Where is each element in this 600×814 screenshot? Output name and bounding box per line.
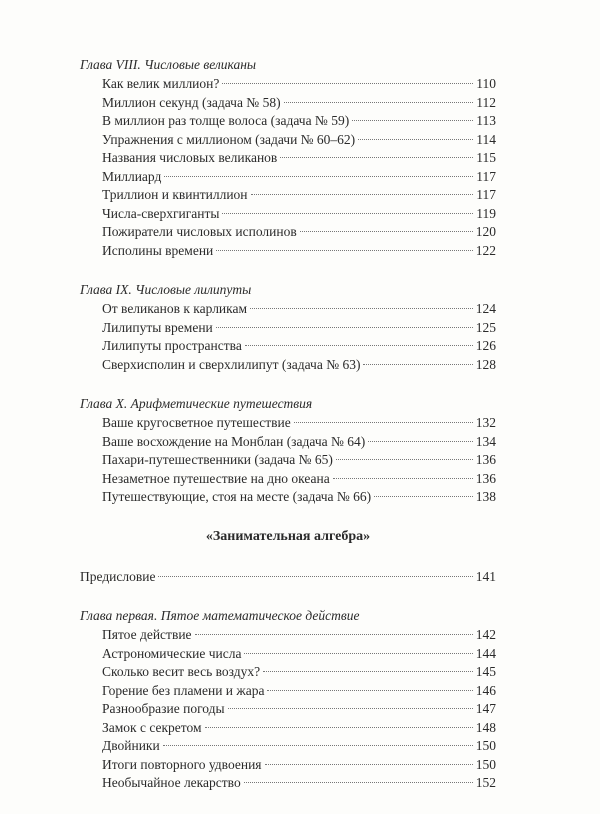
entry-title: Ваше восхождение на Монблан (задача № 64) [102, 433, 366, 449]
dot-leader [244, 782, 473, 783]
entry-title: Как велик миллион? [102, 76, 220, 91]
toc-entry [80, 356, 496, 375]
toc-entry [80, 774, 496, 793]
entry-title: Предисловие [80, 568, 156, 584]
entry-page: 144 [475, 645, 496, 661]
entry-page: 148 [475, 719, 496, 735]
dot-leader [158, 576, 472, 577]
toc-entry [80, 149, 496, 168]
entry-page: 112 [476, 94, 496, 110]
entry-title: Незаметное путешествие на дно океана [102, 470, 330, 486]
toc-entry [80, 242, 496, 261]
toc-entry [80, 319, 496, 338]
entry-page: 142 [475, 627, 496, 642]
dot-leader [245, 345, 473, 346]
entry-page: 141 [475, 568, 496, 584]
entry-title: Астрономические числа [102, 645, 242, 661]
entry-title: От великанов к карликам [102, 301, 248, 316]
entry-title: Пожиратели числовых исполинов [102, 224, 297, 239]
dot-leader [300, 231, 473, 232]
toc-entry [80, 131, 496, 150]
chapter-title: Глава VIII. Числовые великаны [80, 57, 257, 72]
toc-entry [80, 433, 496, 452]
dot-leader [244, 653, 472, 654]
chapter-title: Глава IX. Числовые лилипуты [80, 282, 252, 297]
dot-leader [263, 671, 473, 672]
dot-leader [333, 478, 473, 479]
entry-title: Двойники [102, 738, 160, 753]
entry-title: Ваше кругосветное путешествие [102, 415, 291, 430]
entry-page: 136 [475, 470, 496, 486]
dot-leader [368, 441, 473, 442]
chapter-title: Глава X. Арифметические путешествия [80, 396, 313, 411]
entry-title: Пятое действие [102, 627, 192, 642]
dot-leader [216, 250, 472, 251]
entry-title: Исполины времени [102, 242, 214, 258]
entry-page: 117 [476, 168, 496, 184]
entry-title: Необычайное лекарство [102, 775, 241, 790]
entry-title: Пахари-путешественники (задача № 65) [102, 452, 333, 467]
entry-title: Упражнения с миллионом (задачи № 60–62) [102, 131, 356, 147]
toc-entry [80, 626, 496, 645]
toc-entry [80, 645, 496, 664]
entry-title: Путешествующие, стоя на месте (задача № 66) [102, 489, 372, 504]
dot-leader [284, 102, 474, 103]
entry-page: 124 [475, 301, 496, 316]
dot-leader [358, 139, 473, 140]
entry-page: 147 [475, 701, 496, 716]
entry-title: Лилипуты пространства [102, 338, 242, 353]
dot-leader [164, 176, 473, 177]
entry-page: 152 [475, 775, 496, 790]
dot-leader [363, 364, 472, 365]
entry-page: 115 [476, 150, 496, 165]
entry-title: Замок с секретом [102, 719, 202, 735]
dot-leader [265, 764, 473, 765]
entry-page: 145 [475, 664, 496, 679]
entry-page: 117 [476, 187, 496, 202]
dot-leader [163, 745, 473, 746]
dot-leader [374, 496, 473, 497]
dot-leader [336, 459, 473, 460]
toc-entry [80, 719, 496, 738]
toc-entry [80, 488, 496, 507]
entry-page: 134 [475, 433, 496, 449]
toc-entry [80, 300, 496, 319]
entry-page: 122 [475, 242, 496, 258]
dot-leader [228, 708, 473, 709]
chapter-algebra-1-group [80, 607, 496, 793]
chapter-8-group [80, 56, 496, 260]
dot-leader [294, 422, 473, 423]
toc-entry [80, 682, 496, 701]
dot-leader [251, 194, 474, 195]
dot-leader [222, 83, 473, 84]
toc-entry [80, 663, 496, 682]
entry-title: Миллиард [102, 168, 162, 184]
toc-entry [80, 414, 496, 433]
entry-page: 150 [475, 738, 496, 753]
toc-entry [80, 168, 496, 187]
entry-page: 126 [475, 338, 496, 353]
toc-entry [80, 470, 496, 489]
entry-title: Лилипуты времени [102, 319, 213, 335]
chapter-9-group [80, 281, 496, 374]
entry-page: 136 [475, 452, 496, 467]
toc-entry-preface [80, 568, 496, 587]
toc-entry [80, 75, 496, 94]
toc-entry [80, 223, 496, 242]
entry-page: 138 [475, 489, 496, 504]
preface-group [80, 568, 496, 587]
toc-entry [80, 700, 496, 719]
entry-page: 114 [476, 131, 496, 147]
dot-leader [250, 308, 473, 309]
toc-entry [80, 451, 496, 470]
entry-page: 132 [475, 415, 496, 430]
toc-entry [80, 186, 496, 205]
entry-title: Итоги повторного удвоения [102, 756, 262, 772]
entry-page: 113 [476, 113, 496, 128]
entry-title: Триллион и квинтиллион [102, 187, 248, 202]
entry-title: Миллион секунд (задача № 58) [102, 94, 281, 110]
toc-entry [80, 205, 496, 224]
entry-page: 120 [475, 224, 496, 239]
entry-page: 128 [475, 356, 496, 372]
toc-entry [80, 94, 496, 113]
toc-entry [80, 756, 496, 775]
entry-title: Сколько весит весь воздух? [102, 664, 261, 679]
entry-title: Сверхисполин и сверхлилипут (задача № 63) [102, 356, 361, 372]
entry-title: Горение без пламени и жара [102, 682, 265, 698]
entry-page: 125 [475, 319, 496, 335]
entry-page: 150 [475, 756, 496, 772]
toc-entry [80, 337, 496, 356]
dot-leader [222, 213, 473, 214]
toc-entry [80, 112, 496, 131]
dot-leader [280, 157, 473, 158]
entry-page: 146 [475, 682, 496, 698]
dot-leader [352, 120, 473, 121]
entry-title: Разнообразие погоды [102, 701, 225, 716]
chapter-title: Глава первая. Пятое математическое действие [80, 608, 360, 623]
dot-leader [205, 727, 473, 728]
entry-page: 119 [476, 205, 496, 221]
table-of-contents [80, 56, 496, 814]
entry-title: Числа-сверхгиганты [102, 205, 220, 221]
entry-title: Названия числовых великанов [102, 150, 278, 165]
entry-page: 110 [476, 76, 496, 91]
entry-title: В миллион раз толще волоса (задача № 59) [102, 113, 350, 128]
dot-leader [267, 690, 472, 691]
toc-entry [80, 737, 496, 756]
chapter-10-group [80, 395, 496, 507]
section-title: «Занимательная алгебра» [205, 528, 371, 544]
dot-leader [216, 327, 473, 328]
dot-leader [195, 634, 473, 635]
